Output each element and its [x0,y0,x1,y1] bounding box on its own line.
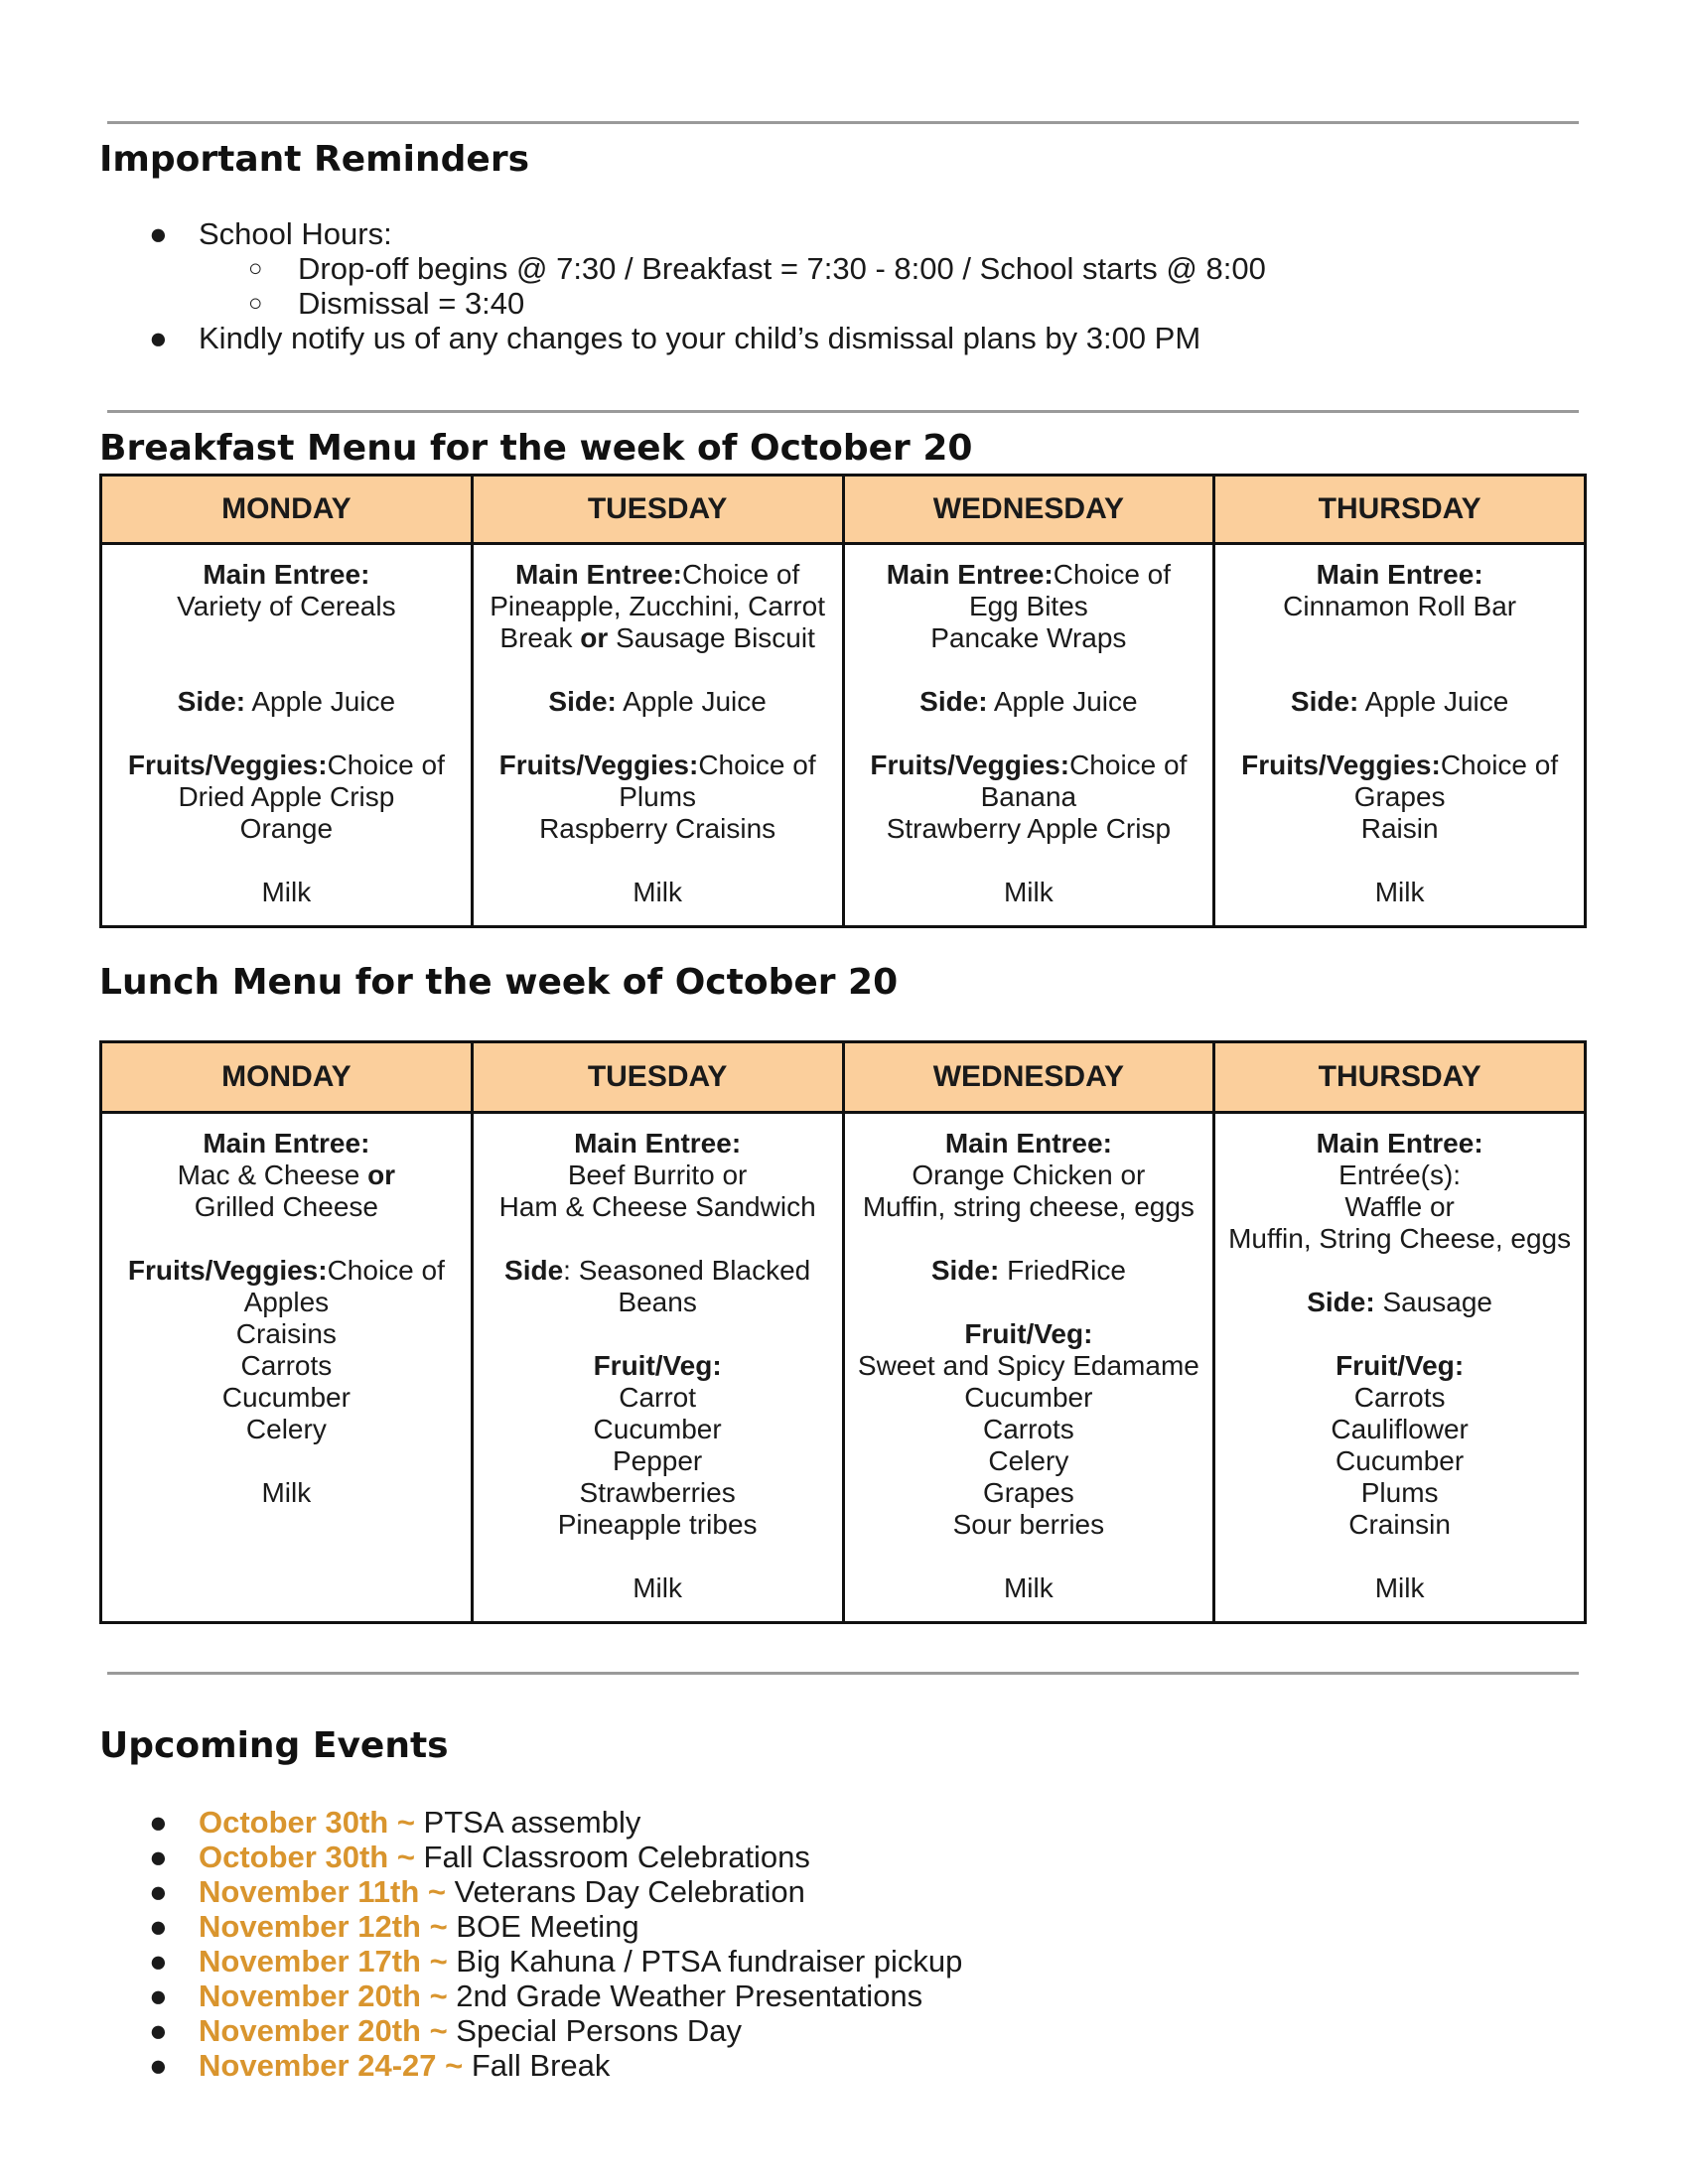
side-text: Apple Juice [245,686,396,717]
milk-text: Milk [633,1572,682,1603]
event-text: Big Kahuna / PTSA fundraiser pickup [447,1944,963,1979]
menu-line: Carrots [240,1350,333,1381]
menu-line: Muffin, string cheese, eggs [862,1191,1195,1222]
menu-cell-monday [101,1113,473,1623]
side-text: Sausage [1374,1287,1493,1317]
menu-line: Waffle or [1344,1191,1455,1222]
menu-cell-tuesday [472,1113,843,1623]
menu-line: Pepper [612,1445,703,1476]
header-row [101,476,1586,544]
menu-line: Cauliflower [1331,1414,1469,1444]
side-label: Side: [548,686,617,717]
bullet-icon: ● [149,1874,168,1909]
main-entree-text: Choice of [681,559,800,590]
day-header: TUESDAY [472,476,843,544]
event-date: November 17th ~ [199,1944,448,1979]
menu-line: Crainsin [1348,1509,1451,1540]
main-entree-label: Main Entree: [203,559,370,590]
fruit-veg-label: Fruit/Veg: [964,1318,1093,1349]
menu-line: Celery [245,1414,327,1444]
menu-line: Entrée(s): [1338,1160,1462,1190]
fruits-veggies-label: Fruits/Veggies: [1241,750,1441,780]
milk-text: Milk [633,877,682,907]
or-text: or [580,622,609,653]
menu-cell-wednesday [843,1113,1214,1623]
event-date: November 12th ~ [199,1909,448,1944]
fruits-veggies-label: Fruits/Veggies: [498,750,699,780]
menu-line: Orange Chicken or [912,1160,1146,1190]
circle-bullet-icon: ○ [248,290,263,317]
menu-line: Break [499,622,581,653]
day-header: WEDNESDAY [843,476,1214,544]
menu-cell-wednesday [843,544,1214,927]
event-text: 2nd Grade Weather Presentations [447,1979,923,2013]
menu-line: Strawberries [579,1477,736,1508]
milk-text: Milk [1003,1572,1054,1603]
event-text: Special Persons Day [447,2013,743,2048]
school-hours-label: School Hours: [199,216,392,251]
main-entree-label: Main Entree: [1316,1128,1483,1159]
bullet-icon: ● [149,1805,168,1840]
menu-line: Ham & Cheese Sandwich [498,1191,816,1222]
main-entree-label: Main Entree: [203,1128,370,1159]
day-header: TUESDAY [472,1042,843,1113]
bullet-icon: ● [149,2048,168,2083]
main-entree-label: Main Entree: [1316,559,1483,590]
menu-line: Sour berries [952,1509,1105,1540]
menu-line: Apples [243,1287,330,1317]
event-date: November 20th ~ [199,1979,448,2013]
fruits-veggies-text: Choice of [1440,750,1559,780]
milk-text: Milk [261,877,312,907]
menu-row [101,544,1586,927]
divider-top [107,121,1579,124]
header-row [101,1042,1586,1113]
menu-row [101,1113,1586,1623]
fruits-veggies-label: Fruits/Veggies: [127,1255,328,1286]
lunch-heading: Lunch Menu for the week of October 20 [99,962,899,1003]
side-text: Apple Juice [616,686,767,717]
event-date: November 20th ~ [199,2013,448,2048]
main-entree-label: Main Entree: [514,559,682,590]
main-entree-label: Main Entree: [886,559,1054,590]
fruits-veggies-text: Choice of [327,750,445,780]
menu-cell-thursday [1214,1113,1586,1623]
menu-line: Cinnamon Roll Bar [1283,591,1517,621]
milk-text: Milk [261,1477,312,1508]
bullet-icon: ● [149,2013,168,2048]
event-text: PTSA assembly [414,1805,641,1840]
menu-line: Plums [1360,1477,1439,1508]
milk-text: Milk [1003,877,1054,907]
menu-line: Carrots [982,1414,1074,1444]
menu-line: Pineapple, Zucchini, Carrot [490,591,825,621]
bullet-icon: ● [149,1909,168,1944]
day-header: THURSDAY [1214,1042,1586,1113]
reminders-heading: Important Reminders [99,139,530,180]
menu-line: Celery [988,1445,1069,1476]
circle-bullet-icon: ○ [248,255,263,282]
menu-line: Raspberry Craisins [539,813,776,844]
side-label: Side: [1290,686,1359,717]
menu-line: Orange [239,813,334,844]
menu-line: Raisin [1360,813,1439,844]
menu-cell-tuesday [472,544,843,927]
bullet-icon: ● [149,321,168,355]
menu-line: Carrots [1353,1382,1446,1413]
menu-cell-thursday [1214,544,1586,927]
day-header: WEDNESDAY [843,1042,1214,1113]
side-label: Side: [177,686,246,717]
menu-line: Cucumber [221,1382,351,1413]
event-date: November 11th ~ [199,1874,446,1909]
day-header: MONDAY [101,1042,473,1113]
menu-line: Sausage Biscuit [608,622,815,653]
menu-line: Beef Burrito or [567,1160,748,1190]
dismissal-text: Dismissal = 3:40 [298,286,525,321]
main-entree-text: Choice of [1053,559,1172,590]
milk-text: Milk [1374,877,1425,907]
event-text: Veterans Day Celebration [445,1874,805,1909]
divider-breakfast [107,410,1579,413]
or-text: or [367,1160,396,1190]
event-date: October 30th ~ [199,1805,415,1840]
side-label: Side: [1307,1287,1375,1317]
menu-line: Grapes [1353,781,1446,812]
menu-line: Mac & Cheese [177,1160,368,1190]
event-text: BOE Meeting [447,1909,639,1944]
menu-line: Pancake Wraps [930,622,1127,653]
side-text: Apple Juice [987,686,1138,717]
fruits-veggies-text: Choice of [698,750,816,780]
menu-line: Grilled Cheese [194,1191,378,1222]
side-text: FriedRice [999,1255,1126,1286]
events-heading: Upcoming Events [99,1725,449,1766]
bullet-icon: ● [149,1979,168,2013]
menu-line: Egg Bites [968,591,1088,621]
side-text: Apple Juice [1358,686,1509,717]
fruit-veg-label: Fruit/Veg: [593,1350,722,1381]
breakfast-heading: Breakfast Menu for the week of October 20 [99,428,973,469]
fruits-veggies-label: Fruits/Veggies: [127,750,328,780]
menu-line: Pineapple tribes [557,1509,758,1540]
bullet-icon: ● [149,1840,168,1874]
day-header: MONDAY [101,476,473,544]
main-entree-label: Main Entree: [944,1128,1112,1159]
event-date: November 24-27 ~ [199,2048,464,2083]
menu-line: Grapes [982,1477,1074,1508]
menu-line: Dried Apple Crisp [178,781,395,812]
menu-line: Variety of Cereals [177,591,396,621]
divider-events [107,1672,1579,1675]
menu-line: Plums [619,781,697,812]
lunch-table [99,1040,1587,1624]
menu-line: Craisins [235,1318,337,1349]
notify-text: Kindly notify us of any changes to your child’s dismissal plans by 3:00 PM [199,321,1201,355]
menu-line: Muffin, String Cheese, eggs [1228,1223,1572,1254]
menu-line: Strawberry Apple Crisp [886,813,1172,844]
bullet-icon: ● [149,216,168,251]
event-text: Fall Break [463,2048,611,2083]
side-label: Side [504,1255,564,1286]
dropoff-text: Drop-off begins @ 7:30 / Breakfast = 7:30 - 8:00 / School starts @ 8:00 [298,251,1266,286]
fruits-veggies-label: Fruits/Veggies: [870,750,1070,780]
fruits-veggies-text: Choice of [1069,750,1188,780]
menu-cell-monday [101,544,473,927]
breakfast-table [99,474,1587,928]
menu-line: Banana [980,781,1077,812]
menu-line: Cucumber [1336,1445,1465,1476]
fruit-veg-label: Fruit/Veg: [1336,1350,1465,1381]
day-header: THURSDAY [1214,476,1586,544]
menu-line: Cucumber [964,1382,1093,1413]
main-entree-label: Main Entree: [574,1128,742,1159]
event-text: Fall Classroom Celebrations [414,1840,810,1874]
menu-line: Sweet and Spicy Edamame [857,1350,1199,1381]
bullet-icon: ● [149,1944,168,1979]
milk-text: Milk [1374,1572,1425,1603]
menu-line: Cucumber [593,1414,722,1444]
side-label: Side: [919,686,988,717]
event-date: October 30th ~ [199,1840,415,1874]
side-label: Side: [930,1255,1000,1286]
fruits-veggies-text: Choice of [327,1255,445,1286]
side-text: : Seasoned Blacked [563,1255,811,1286]
menu-line: Carrot [619,1382,697,1413]
menu-line: Beans [618,1287,697,1317]
